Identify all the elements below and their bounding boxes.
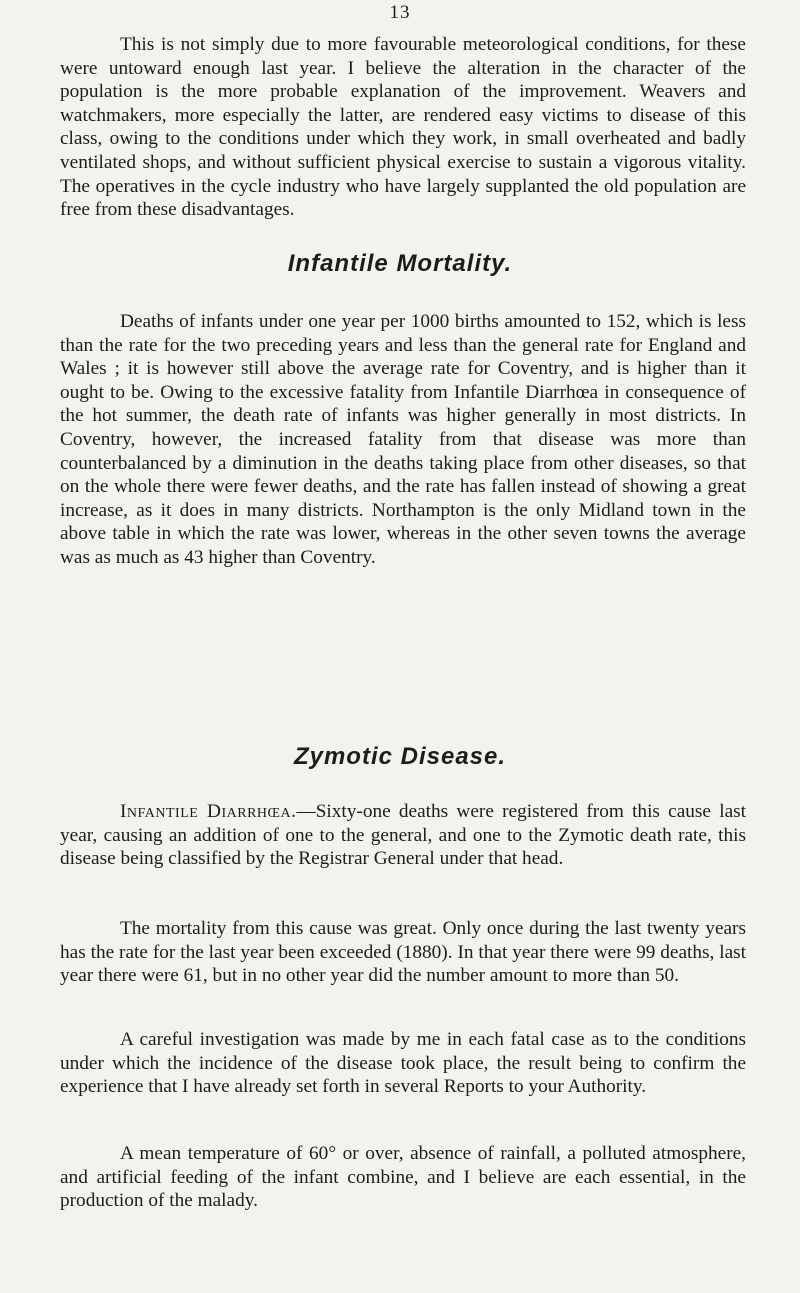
paragraph-meteorological-conditions: This is not simply due to more favourable meteorological conditions, for these were untoward enough last year. I believe the alteration in the character of the population is the more probable explanation of the improvement. Weavers and watchmakers, more especially the latter, are rendered easy victims to disease of this class, owing to the conditions under which they work, in small overheated and badly ventilated shops, and without sufficient physical exercise to sustain a vigorous vitality. The operatives in the cycle industry who have largely supplanted the old population are free from these disadvantages. <box>60 34 746 221</box>
paragraph-lead-in: Infantile Diarrhœa. <box>120 801 297 822</box>
paragraph-infant-deaths: Deaths of infants under one year per 1000 births amounted to 152, which is less than the rate for the two preceding years and less than the general rate for England and Wales ; it is however still above the average rate for Coventry, and is higher than it ought to be. Owing to the excessive fatality from Infantile Diarrhœa in consequence of the hot summer, the death rate of infants was higher generally in most districts. In Coventry, however, the increased fatality from that disease was more than counterbalanced by a diminution in the deaths taking place from other diseases, so that on the whole there were fewer deaths, and the rate has fallen instead of showing a great increase, as it does in many districts. Northampton is the only Midland town in the above table in which the rate was lower, whereas in the other seven towns the average was as much as 43 higher than Coventry. <box>60 311 746 568</box>
heading-infantile-mortality: Infantile Mortality. <box>287 250 513 277</box>
paragraph-careful-investigation: A careful investigation was made by me in each fatal case as to the conditions under which the incidence of the disease took place, the result being to confirm the experience that I have already set forth in several Reports to your Authority. <box>60 1029 746 1098</box>
paragraph-infantile-diarrhoea <box>60 800 746 871</box>
heading-zymotic-disease: Zymotic Disease. <box>293 743 507 770</box>
page-number: 13 <box>389 2 411 23</box>
paragraph-mean-temperature: A mean temperature of 60° or over, absence of rainfall, a polluted atmosphere, and artificial feeding of the infant combine, and I believe are each essential, in the production of the malady. <box>60 1143 746 1212</box>
paragraph-mortality-cause: The mortality from this cause was great. Only once during the last twenty years has the rate for the last year been exceeded (1880). In that year there were 99 deaths, last year there were 61, but in no other year did the number amount to more than 50. <box>60 918 746 987</box>
paragraph-lead-body: —Sixty-one deaths were registered from this cause last year, causing an addition of one to the general, and one to the Zymotic death rate, this disease being classified by the Registrar General under that head. <box>60 801 746 870</box>
